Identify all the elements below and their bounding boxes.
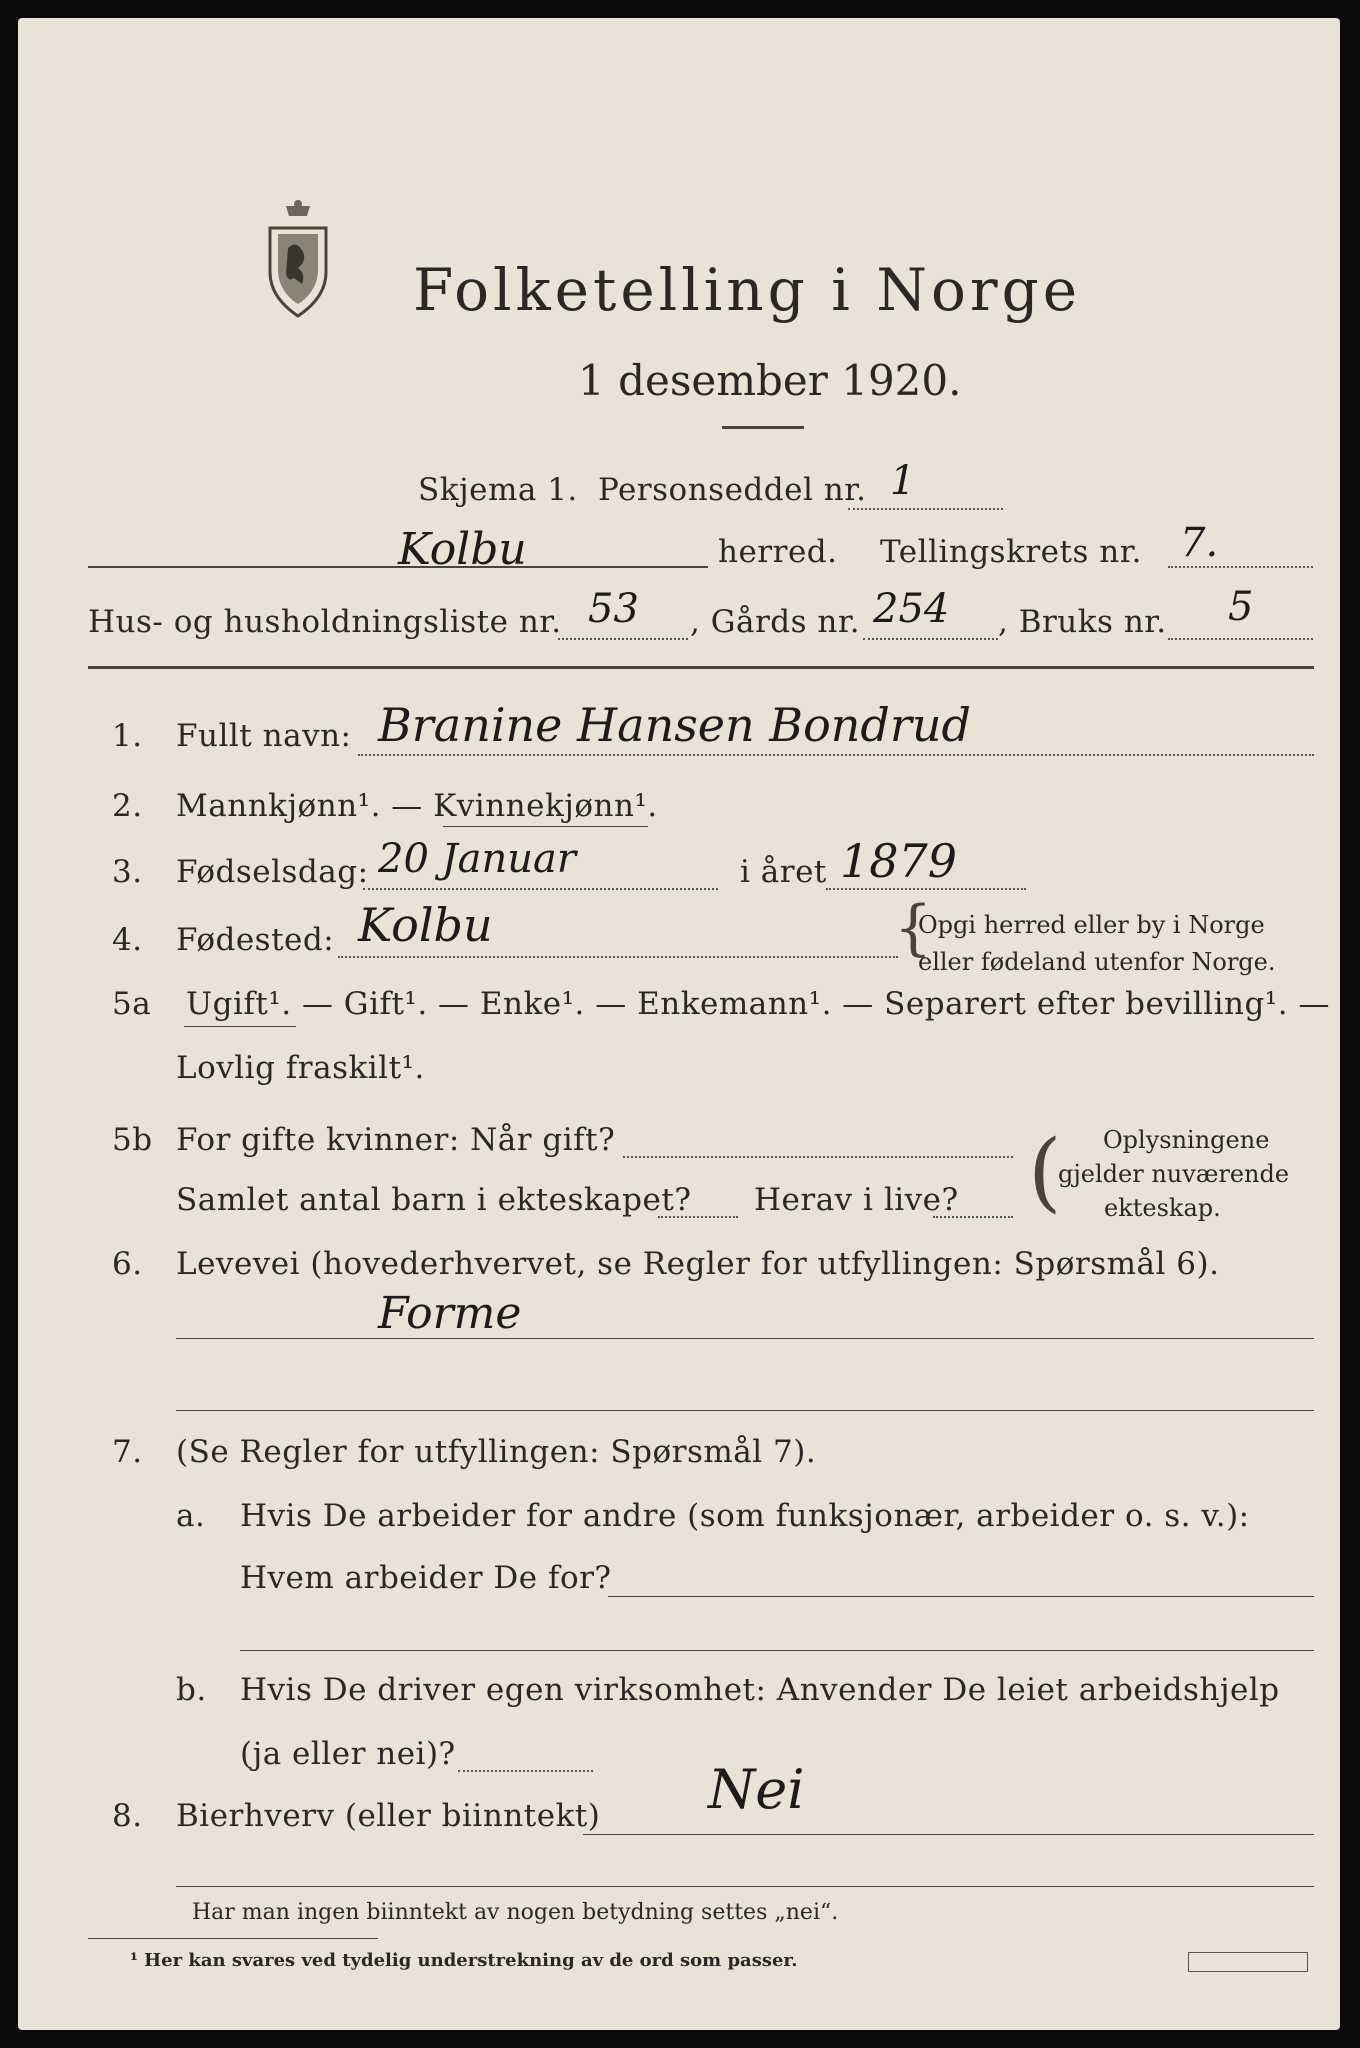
kvinnekjonn-underline	[443, 826, 648, 827]
marital-status-options: Ugift¹. — Gift¹. — Enke¹. — Enkemann¹. — Separert efter bevilling¹. —	[186, 986, 1330, 1022]
q4-note-line2: eller fødeland utenfor Norge.	[918, 948, 1276, 976]
occupation-line-2	[176, 1410, 1314, 1411]
tellingskrets-value: 7.	[1180, 520, 1219, 566]
q7b-letter: b.	[176, 1672, 207, 1708]
employer-line-2	[240, 1650, 1314, 1651]
gards-label: , Gårds nr.	[690, 604, 861, 640]
personseddel-line	[848, 508, 1003, 510]
occupation-value: Forme	[378, 1288, 522, 1339]
q5b-number: 5b	[112, 1122, 153, 1158]
q6-number: 6.	[112, 1246, 143, 1282]
q7a-label: Hvis De arbeider for andre (som funksjonær, arbeider o. s. v.):	[240, 1498, 1250, 1534]
gards-line	[863, 638, 998, 640]
q3-label: Fødselsdag:	[176, 854, 369, 890]
birth-year-value: 1879	[840, 834, 958, 888]
q7-label: (Se Regler for utfyllingen: Spørsmål 7).	[176, 1434, 817, 1470]
full-name-value: Branine Hansen Bondrud	[378, 698, 971, 752]
year-line	[826, 888, 1026, 890]
census-date: 1 desember 1920.	[578, 356, 962, 405]
side-income-line-1	[583, 1834, 1314, 1835]
occupation-label: Levevei (hovederhvervet, se Regler for utfyllingen: Spørsmål 6).	[176, 1246, 1220, 1282]
herred-value: Kolbu	[398, 524, 527, 575]
employer-line-1	[608, 1596, 1314, 1597]
q2-number: 2.	[112, 788, 143, 824]
bruks-value: 5	[1228, 584, 1254, 630]
q4-label: Fødested:	[176, 922, 335, 958]
printer-stamp	[1188, 1952, 1308, 1972]
year-label: i året	[740, 854, 827, 890]
q7a-letter: a.	[176, 1498, 206, 1534]
side-income-instruction: Har man ingen biinntekt av nogen betydning settes „nei“.	[192, 1900, 839, 1925]
birthplace-value: Kolbu	[358, 898, 493, 952]
q5b-brace: (	[1028, 1122, 1062, 1222]
gards-value: 254	[873, 586, 950, 632]
ugift-underline	[184, 1026, 296, 1027]
gender-options: Mannkjønn¹. — Kvinnekjønn¹.	[176, 788, 658, 824]
footnote-divider	[88, 1938, 378, 1939]
q1-line	[358, 754, 1314, 756]
hus-label: Hus- og husholdningsliste nr.	[88, 604, 562, 640]
tellingskrets-line	[1168, 566, 1313, 568]
bruks-label: , Bruks nr.	[998, 604, 1167, 640]
q5a-number: 5a	[112, 986, 152, 1022]
q1-number: 1.	[112, 718, 143, 754]
schema-label: Skjema 1.	[418, 472, 578, 508]
side-income-line-2	[176, 1886, 1314, 1887]
q8-number: 8.	[112, 1798, 143, 1834]
when-married-line	[623, 1156, 1013, 1158]
q7-number: 7.	[112, 1434, 143, 1470]
personseddel-label: Personseddel nr.	[598, 472, 867, 508]
tellingskrets-label: Tellingskrets nr.	[880, 534, 1142, 570]
marital-status-options-2: Lovlig fraskilt¹.	[176, 1050, 425, 1086]
side-income-label: Bierhverv (eller biinntekt)	[176, 1798, 601, 1834]
q3-number: 3.	[112, 854, 143, 890]
census-form	[18, 18, 1340, 2030]
children-count-label: Samlet antal barn i ekteskapet?	[176, 1182, 692, 1218]
q4-number: 4.	[112, 922, 143, 958]
hired-help-label: (ja eller nei)?	[240, 1736, 456, 1772]
q5b-note-line1: Oplysningene	[1103, 1126, 1270, 1154]
q7b-label: Hvis De driver egen virksomhet: Anvender De leiet arbeidshjelp	[240, 1672, 1280, 1708]
birthplace-line	[338, 956, 898, 958]
q5b-note-line2: gjelder nuværende	[1058, 1160, 1290, 1188]
when-married-label: For gifte kvinner: Når gift?	[176, 1122, 616, 1158]
occupation-line-1	[176, 1338, 1314, 1339]
q5b-note-line3: ekteskap.	[1104, 1194, 1221, 1222]
side-income-value: Nei	[708, 1758, 805, 1821]
footnote: ¹ Her kan svares ved tydelig understrekning av de ord som passer.	[130, 1950, 798, 1971]
hus-line	[558, 638, 688, 640]
title-divider	[722, 426, 804, 429]
q1-label: Fullt navn:	[176, 718, 352, 754]
employer-label: Hvem arbeider De for?	[240, 1560, 612, 1596]
hus-value: 53	[588, 586, 639, 632]
children-count-line	[658, 1216, 738, 1218]
birthday-line	[363, 888, 718, 890]
children-alive-line	[933, 1216, 1013, 1218]
section-divider	[88, 666, 1314, 669]
birthday-value: 20 Januar	[378, 836, 576, 882]
herred-label: herred.	[718, 534, 838, 570]
hired-help-line	[458, 1770, 593, 1772]
children-alive-label: Herav i live?	[754, 1182, 959, 1218]
q4-note-line1: Opgi herred eller by i Norge	[918, 911, 1265, 939]
personseddel-value: 1	[890, 458, 916, 504]
norwegian-coat-of-arms-icon	[248, 198, 348, 323]
bruks-line	[1168, 638, 1313, 640]
q4-brace: {	[894, 893, 933, 963]
form-title: Folketelling i Norge	[413, 256, 1082, 324]
